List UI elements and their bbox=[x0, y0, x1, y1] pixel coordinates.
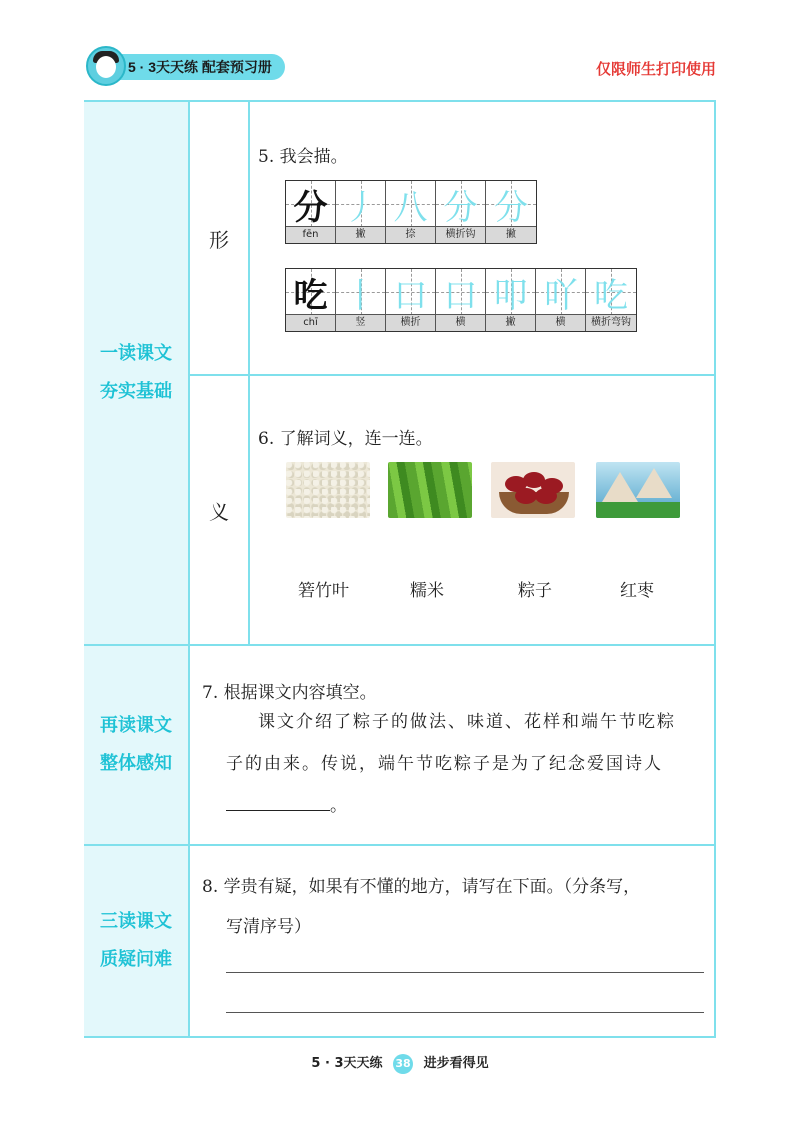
tracing-cell[interactable] bbox=[386, 269, 436, 331]
footer-series: 5 · 3天天练 bbox=[311, 1056, 383, 1071]
tracing-cell[interactable] bbox=[486, 181, 536, 243]
series-title bbox=[110, 54, 285, 80]
q7-paragraph-line2: 子的由来。传说，端午节吃粽子是为了纪念爱国诗人 bbox=[226, 754, 663, 774]
section-divider bbox=[84, 644, 716, 646]
fill-in-blank[interactable] bbox=[226, 792, 330, 811]
tracing-cell[interactable] bbox=[536, 269, 586, 331]
question-7-title: 7. 根据课文内容填空。 bbox=[202, 683, 377, 703]
section-2-line2: 整体感知 bbox=[100, 753, 172, 774]
section-1-line2: 夯实基础 bbox=[100, 381, 172, 402]
red-dates-image bbox=[491, 462, 575, 518]
tracing-cell[interactable] bbox=[486, 269, 536, 331]
stroke-label: 撇 bbox=[336, 226, 385, 243]
tracing-cell-main bbox=[286, 269, 336, 331]
stroke-label: 横 bbox=[536, 314, 585, 331]
series-title-text: 5 · 3天天练 配套预习册 bbox=[128, 59, 272, 75]
tracing-cell[interactable] bbox=[336, 269, 386, 331]
trace-glyph: 丨 bbox=[343, 275, 378, 316]
stroke-label: 横折弯钩 bbox=[586, 314, 636, 331]
q7-paragraph-line1: 课文介绍了粽子的做法、味道、花样和端午节吃粽 bbox=[258, 712, 676, 732]
tracing-cell-main bbox=[286, 181, 336, 243]
answer-line[interactable] bbox=[226, 972, 704, 973]
zongzi-image bbox=[596, 462, 680, 518]
section-label-2 bbox=[84, 646, 190, 844]
footer-slogan: 进步看得见 bbox=[423, 1056, 489, 1071]
stroke-label: 捺 bbox=[386, 226, 435, 243]
trace-glyph: 分 bbox=[443, 187, 478, 228]
usage-restriction: 仅限师生打印使用 bbox=[595, 60, 716, 78]
word-option[interactable]: 箬竹叶 bbox=[298, 581, 349, 601]
glutinous-rice-image bbox=[286, 462, 370, 518]
pinyin-label: fēn bbox=[286, 226, 335, 243]
page-footer bbox=[0, 1052, 800, 1074]
trace-glyph: 分 bbox=[494, 187, 528, 228]
subsection-divider bbox=[190, 374, 716, 376]
mascot-logo-icon bbox=[86, 46, 126, 86]
q7-period: 。 bbox=[330, 796, 349, 816]
bamboo-leaves-image bbox=[388, 462, 472, 518]
stroke-label: 撇 bbox=[486, 226, 536, 243]
trace-glyph: 丿 bbox=[343, 187, 378, 228]
word-option[interactable]: 红枣 bbox=[620, 581, 654, 601]
tracing-cell[interactable] bbox=[436, 181, 486, 243]
tracing-grid-chi bbox=[285, 268, 637, 332]
section-divider bbox=[84, 844, 716, 846]
tracing-cell[interactable] bbox=[336, 181, 386, 243]
trace-glyph: 口 bbox=[393, 275, 428, 316]
stroke-label: 竖 bbox=[336, 314, 385, 331]
section-label-3 bbox=[84, 846, 190, 1036]
trace-glyph: 口 bbox=[443, 275, 478, 316]
tracing-cell[interactable] bbox=[586, 269, 636, 331]
section-label-1 bbox=[84, 102, 190, 644]
subsection-form-label: 形 bbox=[190, 102, 250, 374]
pinyin-label: chī bbox=[286, 314, 335, 331]
trace-glyph: 八 bbox=[393, 187, 428, 228]
stroke-label: 撇 bbox=[486, 314, 535, 331]
tracing-grid-fen bbox=[285, 180, 537, 244]
page-header bbox=[0, 0, 800, 100]
question-8-title-line2: 写清序号） bbox=[226, 917, 311, 937]
stroke-label: 横折钩 bbox=[436, 226, 485, 243]
main-character: 分 bbox=[293, 187, 328, 228]
page-number: 38 bbox=[393, 1054, 413, 1074]
word-option[interactable]: 粽子 bbox=[518, 581, 552, 601]
trace-glyph: 叩 bbox=[493, 275, 528, 316]
main-character: 吃 bbox=[293, 275, 328, 316]
tracing-cell[interactable] bbox=[386, 181, 436, 243]
answer-line[interactable] bbox=[226, 1012, 704, 1013]
word-option[interactable]: 糯米 bbox=[410, 581, 444, 601]
section-3-line2: 质疑问难 bbox=[100, 949, 172, 970]
stroke-label: 横 bbox=[436, 314, 485, 331]
trace-glyph: 吖 bbox=[543, 275, 578, 316]
question-5-title: 5. 我会描。 bbox=[258, 147, 348, 167]
q7-answer-line bbox=[226, 786, 349, 826]
section-3-line1: 三读课文 bbox=[100, 911, 172, 932]
trace-glyph: 吃 bbox=[594, 275, 628, 316]
stroke-label: 横折 bbox=[386, 314, 435, 331]
subsection-meaning-label: 义 bbox=[190, 376, 250, 644]
question-8-title-line1: 8. 学贵有疑，如果有不懂的地方，请写在下面。（分条写， bbox=[202, 877, 641, 897]
question-6-title: 6. 了解词义，连一连。 bbox=[258, 429, 433, 449]
section-2-line1: 再读课文 bbox=[100, 715, 172, 736]
section-1-line1: 一读课文 bbox=[100, 343, 172, 364]
tracing-cell[interactable] bbox=[436, 269, 486, 331]
